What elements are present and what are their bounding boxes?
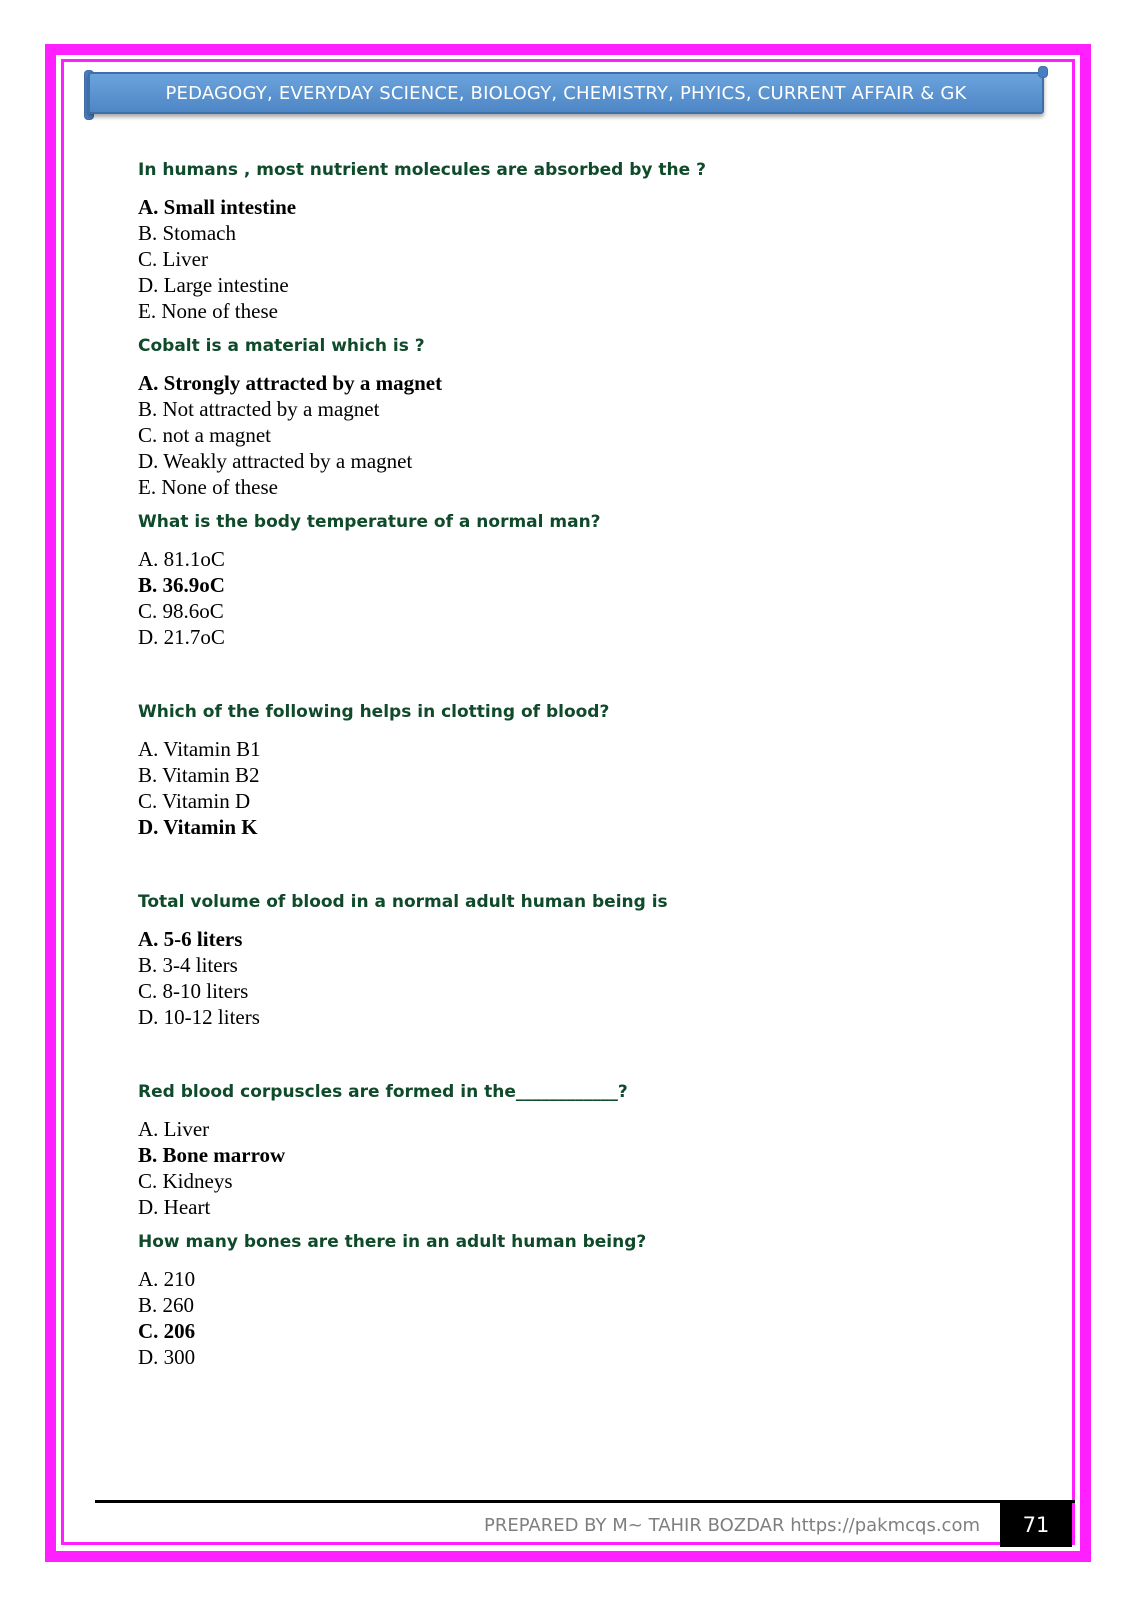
question-block: [138, 700, 1018, 840]
question-text: Total volume of blood in a normal adult human being is: [138, 892, 668, 912]
question-text: Red blood corpuscles are formed in the____________?: [138, 1082, 628, 1102]
option-list: [138, 1116, 1018, 1220]
option-list: [138, 736, 1018, 840]
option-correct: B. 36.9oC: [138, 573, 225, 597]
question-text: Which of the following helps in clotting of blood?: [138, 702, 610, 722]
option: B. Not attracted by a magnet: [138, 397, 380, 421]
question-text: In humans , most nutrient molecules are absorbed by the ?: [138, 160, 706, 180]
option: B. Vitamin B2: [138, 763, 260, 787]
option-list: [138, 926, 1018, 1030]
option: C. not a magnet: [138, 423, 271, 447]
mcq-list: [138, 158, 1018, 1380]
option: D. Large intestine: [138, 273, 289, 297]
footer-credit: PREPARED BY M~ TAHIR BOZDAR https://pakmcqs.com: [483, 1515, 980, 1536]
question-block: [138, 890, 1018, 1030]
footer-divider: [95, 1500, 1075, 1503]
option: E. None of these: [138, 475, 278, 499]
question-block: [138, 334, 1018, 500]
header-scroll-curl-right: [1038, 66, 1048, 78]
option: B. 260: [138, 1293, 195, 1317]
header-title: PEDAGOGY, EVERYDAY SCIENCE, BIOLOGY, CHEMISTRY, PHYICS, CURRENT AFFAIR & GK: [165, 82, 967, 104]
option-list: [138, 194, 1018, 324]
option-list: [138, 1266, 1018, 1370]
option: B. 3-4 liters: [138, 953, 238, 977]
option: A. 81.1oC: [138, 547, 225, 571]
option-correct: C. 206: [138, 1319, 196, 1343]
question-text: What is the body temperature of a normal man?: [138, 512, 601, 532]
option: D. Heart: [138, 1195, 211, 1219]
option: D. Weakly attracted by a magnet: [138, 449, 413, 473]
option: C. Kidneys: [138, 1169, 233, 1193]
question-text: Cobalt is a material which is ?: [138, 336, 425, 356]
option: A. Vitamin B1: [138, 737, 261, 761]
question-block: [138, 1080, 1018, 1220]
question-block: [138, 1230, 1018, 1370]
option: D. 10-12 liters: [138, 1005, 260, 1029]
option: E. None of these: [138, 299, 278, 323]
question-text: How many bones are there in an adult human being?: [138, 1232, 647, 1252]
option: D. 300: [138, 1345, 196, 1369]
option: B. Stomach: [138, 221, 236, 245]
option: C. Vitamin D: [138, 789, 251, 813]
option: D. 21.7oC: [138, 625, 225, 649]
option-correct: A. 5-6 liters: [138, 927, 243, 951]
question-block: [138, 158, 1018, 324]
option: C. 98.6oC: [138, 599, 224, 623]
option: A. Liver: [138, 1117, 210, 1141]
option: C. Liver: [138, 247, 208, 271]
option: A. 210: [138, 1267, 196, 1291]
option-list: [138, 370, 1018, 500]
option: C. 8-10 liters: [138, 979, 249, 1003]
header-banner: [88, 72, 1044, 114]
page-number: 71: [1022, 1513, 1050, 1537]
option-correct: D. Vitamin K: [138, 815, 258, 839]
page-number-badge: [1000, 1503, 1072, 1547]
question-block: [138, 510, 1018, 650]
option-correct: B. Bone marrow: [138, 1143, 286, 1167]
option-correct: A. Small intestine: [138, 195, 297, 219]
option-correct: A. Strongly attracted by a magnet: [138, 371, 443, 395]
option-list: [138, 546, 1018, 650]
